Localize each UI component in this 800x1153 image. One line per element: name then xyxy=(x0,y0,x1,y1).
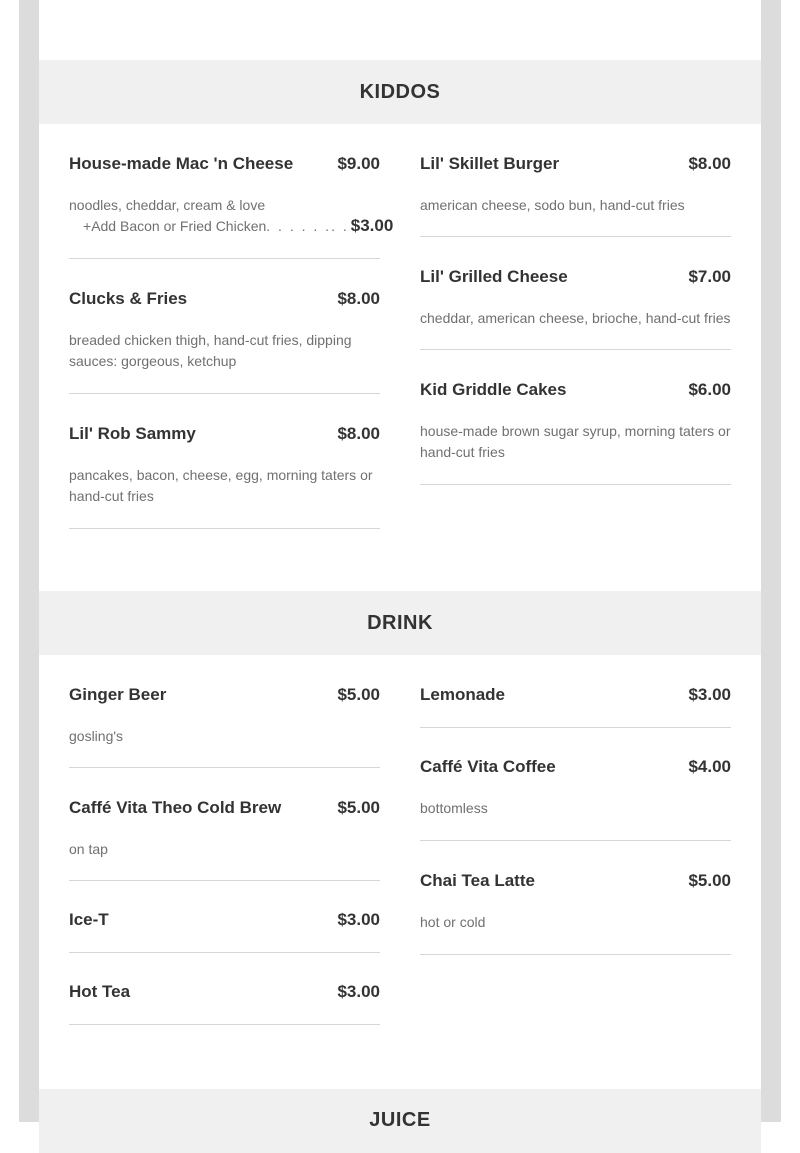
item-price: $3.00 xyxy=(688,685,731,704)
item-name: Hot Tea xyxy=(69,982,131,1001)
drink-right-column xyxy=(420,655,731,955)
menu-item xyxy=(69,768,380,881)
drink-left-column xyxy=(69,655,380,1025)
item-price: $8.00 xyxy=(337,424,380,443)
item-price: $6.00 xyxy=(688,380,731,399)
section-header-drink xyxy=(39,591,761,655)
menu-page xyxy=(39,0,761,1131)
menu-item xyxy=(420,655,731,728)
item-price: $5.00 xyxy=(337,798,380,817)
menu-item xyxy=(420,841,731,955)
item-name: Lil' Skillet Burger xyxy=(420,154,560,173)
menu-item xyxy=(69,953,380,1025)
menu-item xyxy=(420,350,731,485)
section-header-kiddos xyxy=(39,60,761,124)
item-price: $3.00 xyxy=(337,910,380,929)
item-price: $9.00 xyxy=(337,154,380,173)
addon-price: $3.00 xyxy=(350,216,394,235)
item-price: $3.00 xyxy=(337,982,380,1001)
addon-dot-leader: . . . . . .. . xyxy=(266,218,349,234)
item-description: hot or cold xyxy=(420,914,486,930)
menu-item xyxy=(69,881,380,953)
addon-plus: + xyxy=(83,218,92,234)
kiddos-left-column xyxy=(69,124,394,529)
item-price: $5.00 xyxy=(688,871,731,890)
item-name: Lil' Rob Sammy xyxy=(69,424,196,443)
item-price: $8.00 xyxy=(337,289,380,308)
menu-item xyxy=(69,124,394,259)
item-name: Ginger Beer xyxy=(69,685,167,704)
item-name: Clucks & Fries xyxy=(69,289,188,308)
kiddos-right-column xyxy=(420,124,731,485)
menu-item xyxy=(69,394,380,529)
item-price: $5.00 xyxy=(337,685,380,704)
item-name: Chai Tea Latte xyxy=(420,871,535,890)
section-header-juice xyxy=(39,1089,761,1153)
item-name: Caffé Vita Coffee xyxy=(420,757,556,776)
item-description: noodles, cheddar, cream & love xyxy=(69,197,266,213)
item-name: Lil' Grilled Cheese xyxy=(420,267,568,286)
menu-item xyxy=(69,259,380,394)
item-description: on tap xyxy=(69,841,108,857)
item-addon xyxy=(69,216,394,238)
item-price: $7.00 xyxy=(688,267,731,286)
item-name: Caffé Vita Theo Cold Brew xyxy=(69,798,282,817)
item-price: $4.00 xyxy=(688,757,731,776)
item-price: $8.00 xyxy=(688,154,731,173)
item-name: House-made Mac 'n Cheese xyxy=(69,154,294,173)
addon-name: Add Bacon or Fried Chicken xyxy=(91,218,267,234)
item-description: house-made brown sugar syrup, morning taters or hand-cut fries xyxy=(420,423,731,460)
menu-item xyxy=(420,728,731,841)
section-title: DRINK xyxy=(367,611,433,634)
item-name: Kid Griddle Cakes xyxy=(420,380,567,399)
section-title: JUICE xyxy=(369,1109,431,1131)
item-description: pancakes, bacon, cheese, egg, morning taters or hand-cut fries xyxy=(69,467,373,504)
section-title: KIDDOS xyxy=(359,80,441,103)
item-description: gosling's xyxy=(69,728,124,744)
item-name: Lemonade xyxy=(420,685,506,704)
item-description: bottomless xyxy=(420,800,488,816)
item-description: breaded chicken thigh, hand-cut fries, dipping sauces: gorgeous, ketchup xyxy=(69,332,352,369)
item-name: Ice-T xyxy=(69,910,109,929)
item-description: american cheese, sodo bun, hand-cut fries xyxy=(420,197,685,213)
item-description: cheddar, american cheese, brioche, hand-cut fries xyxy=(420,310,731,326)
menu-item xyxy=(420,237,731,350)
menu-item xyxy=(420,124,731,237)
menu-item xyxy=(69,655,380,768)
